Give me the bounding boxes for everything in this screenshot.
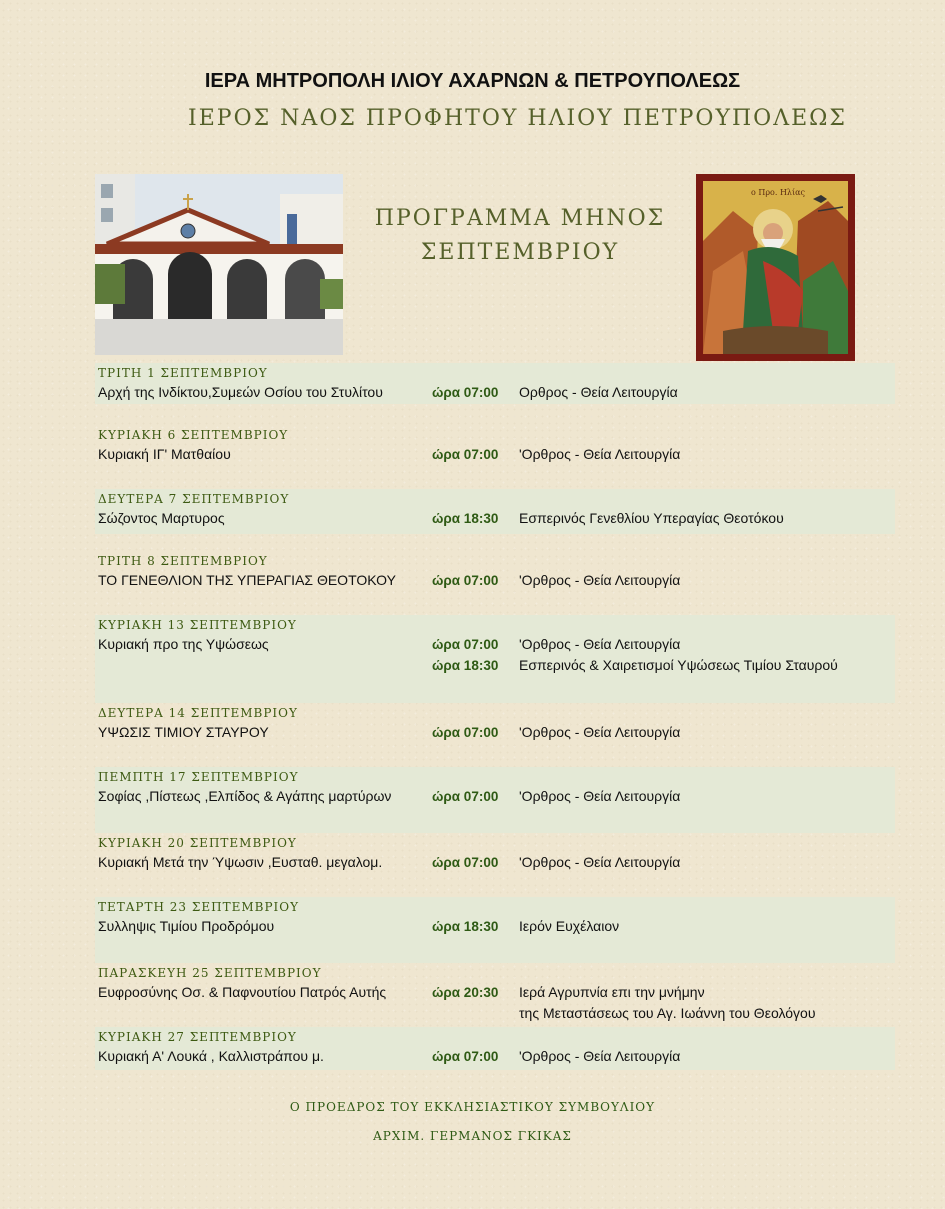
entry-date: ΚΥΡΙΑΚΗ 6 ΣΕΠΤΕΜΒΡΙΟΥ bbox=[98, 428, 289, 442]
entry-time: ώρα 07:00 bbox=[432, 385, 499, 400]
schedule-entry bbox=[95, 425, 895, 486]
schedule-entry bbox=[95, 897, 895, 963]
entry-saint: ΤΟ ΓΕΝΕΘΛΙΟΝ ΤΗΣ ΥΠΕΡΑΓΙΑΣ ΘΕΟΤΟΚΟΥ bbox=[98, 572, 396, 588]
entry-time: ώρα 18:30 bbox=[432, 919, 499, 934]
entry-time: ώρα 07:00 bbox=[432, 855, 499, 870]
entry-line bbox=[98, 1046, 895, 1067]
entry-line bbox=[98, 570, 895, 591]
footer-signature: ΑΡΧΙΜ. ΓΕΡΜΑΝΟΣ ΓΚΙΚΑΣ bbox=[373, 1129, 572, 1143]
schedule-entry bbox=[95, 551, 895, 612]
entry-line bbox=[98, 1003, 895, 1024]
entry-saint: Σοφίας ,Πίστεως ,Ελπίδος & Αγάπης μαρτύρων bbox=[98, 788, 392, 804]
entry-service: 'Ορθρος - Θεία Λειτουργία bbox=[519, 724, 681, 740]
entry-saint: ΥΨΩΣΙΣ ΤΙΜΙΟΥ ΣΤΑΥΡΟΥ bbox=[98, 724, 269, 740]
schedule-entry bbox=[95, 489, 895, 534]
entry-service: 'Ορθρος - Θεία Λειτουργία bbox=[519, 572, 681, 588]
schedule-entry bbox=[95, 963, 895, 1027]
icon-inscription: ο Προ. Ηλίας bbox=[751, 188, 806, 197]
schedule-entry bbox=[95, 363, 895, 404]
schedule-entry bbox=[95, 833, 895, 897]
entry-date: ΤΕΤΑΡΤΗ 23 ΣΕΠΤΕΜΒΡΙΟΥ bbox=[98, 900, 300, 914]
prophet-elias-icon-image bbox=[696, 174, 855, 361]
entry-service: 'Ορθρος - Θεία Λειτουργία bbox=[519, 1048, 681, 1064]
entry-saint: Κυριακή προ της Υψώσεως bbox=[98, 636, 269, 652]
program-title bbox=[350, 202, 690, 270]
entry-time: ώρα 07:00 bbox=[432, 447, 499, 462]
entry-service: Εσπερινός & Χαιρετισμοί Υψώσεως Τιμίου Σταυρού bbox=[519, 657, 838, 673]
entry-date: ΠΕΜΠΤΗ 17 ΣΕΠΤΕΜΒΡΙΟΥ bbox=[98, 770, 299, 784]
church-photo bbox=[95, 174, 343, 355]
entry-service: 'Ορθρος - Θεία Λειτουργία bbox=[519, 788, 681, 804]
church-title: ΙΕΡΟΣ ΝΑΟΣ ΠΡΟΦΗΤΟΥ ΗΛΙΟΥ ΠΕΤΡΟΥΠΟΛΕΩΣ bbox=[188, 106, 847, 131]
entry-time: ώρα 07:00 bbox=[432, 637, 499, 652]
footer-president: Ο ΠΡΟΕΔΡΟΣ ΤΟΥ ΕΚΚΛΗΣΙΑΣΤΙΚΟΥ ΣΥΜΒΟΥΛΙΟΥ bbox=[289, 1100, 656, 1114]
entry-line bbox=[98, 382, 895, 403]
entry-date: ΔΕΥΤΕΡΑ 14 ΣΕΠΤΕΜΒΡΙΟΥ bbox=[98, 706, 298, 720]
entry-service: 'Ορθρος - Θεία Λειτουργία bbox=[519, 446, 681, 462]
entry-time: ώρα 07:00 bbox=[432, 725, 499, 740]
program-line1: ΠΡΟΓΡΑΜΜΑ ΜΗΝΟΣ bbox=[374, 206, 666, 231]
entry-time: ώρα 20:30 bbox=[432, 985, 499, 1000]
program-month: ΣΕΠΤΕΜΒΡΙΟΥ bbox=[420, 240, 620, 265]
entry-date: ΠΑΡΑΣΚΕΥΗ 25 ΣΕΠΤΕΜΒΡΙΟΥ bbox=[98, 966, 322, 980]
entry-date: ΤΡΙΤΗ 1 ΣΕΠΤΕΜΒΡΙΟΥ bbox=[98, 366, 268, 380]
entry-date: ΚΥΡΙΑΚΗ 27 ΣΕΠΤΕΜΒΡΙΟΥ bbox=[98, 1030, 297, 1044]
entry-time: ώρα 07:00 bbox=[432, 573, 499, 588]
entry-time: ώρα 18:30 bbox=[432, 511, 499, 526]
entry-service: 'Ορθρος - Θεία Λειτουργία bbox=[519, 854, 681, 870]
entry-line bbox=[98, 444, 895, 465]
entry-saint: Κυριακή Α' Λουκά , Καλλιστράπου μ. bbox=[98, 1048, 324, 1064]
entry-line bbox=[98, 916, 895, 937]
entry-line bbox=[98, 982, 895, 1003]
entry-time: ώρα 07:00 bbox=[432, 789, 499, 804]
entry-saint: Ευφροσύνης Οσ. & Παφνουτίου Πατρός Αυτής bbox=[98, 984, 387, 1000]
entry-service: Ιερά Αγρυπνία επι την μνήμην bbox=[519, 984, 705, 1000]
schedule-entry bbox=[95, 615, 895, 703]
entry-line bbox=[98, 852, 895, 873]
entry-time: ώρα 07:00 bbox=[432, 1049, 499, 1064]
entry-service: 'Ορθρος - Θεία Λειτουργία bbox=[519, 636, 681, 652]
entry-saint: Συλληψις Τιμίου Προδρόμου bbox=[98, 918, 275, 934]
entry-line bbox=[98, 508, 895, 529]
metropolis-title: ΙΕΡΑ ΜΗΤΡΟΠΟΛΗ ΙΛΙΟΥ ΑΧΑΡΝΩΝ & ΠΕΤΡΟΥΠΟΛΕΩΣ bbox=[204, 70, 741, 92]
entry-date: ΤΡΙΤΗ 8 ΣΕΠΤΕΜΒΡΙΟΥ bbox=[98, 554, 268, 568]
entry-service: Ορθρος - Θεία Λειτουργία bbox=[519, 384, 678, 400]
entry-line bbox=[98, 786, 895, 807]
entry-line bbox=[98, 634, 895, 655]
entry-service: της Μεταστάσεως του Αγ. Ιωάννη του Θεολόγου bbox=[519, 1005, 816, 1021]
entry-time: ώρα 18:30 bbox=[432, 658, 499, 673]
entry-saint: Κυριακή ΙΓ' Ματθαίου bbox=[98, 446, 231, 462]
schedule-entry bbox=[95, 703, 895, 767]
schedule-entry bbox=[95, 767, 895, 833]
entry-saint: Κυριακή Μετά την Ύψωσιν ,Ευσταθ. μεγαλομ. bbox=[98, 854, 383, 870]
entry-date: ΔΕΥΤΕΡΑ 7 ΣΕΠΤΕΜΒΡΙΟΥ bbox=[98, 492, 290, 506]
entry-line bbox=[98, 655, 895, 676]
entry-service: Ιερόν Ευχέλαιον bbox=[519, 918, 620, 934]
schedule-entry bbox=[95, 1027, 895, 1070]
entry-date: ΚΥΡΙΑΚΗ 13 ΣΕΠΤΕΜΒΡΙΟΥ bbox=[98, 618, 297, 632]
entry-service: Εσπερινός Γενεθλίου Υπεραγίας Θεοτόκου bbox=[519, 510, 784, 526]
entry-line bbox=[98, 722, 895, 743]
entry-date: ΚΥΡΙΑΚΗ 20 ΣΕΠΤΕΜΒΡΙΟΥ bbox=[98, 836, 297, 850]
entry-saint: Αρχή της Ινδίκτου,Συμεών Οσίου του Στυλίτου bbox=[98, 384, 383, 400]
entry-saint: Σώζοντος Μαρτυρος bbox=[98, 510, 225, 526]
